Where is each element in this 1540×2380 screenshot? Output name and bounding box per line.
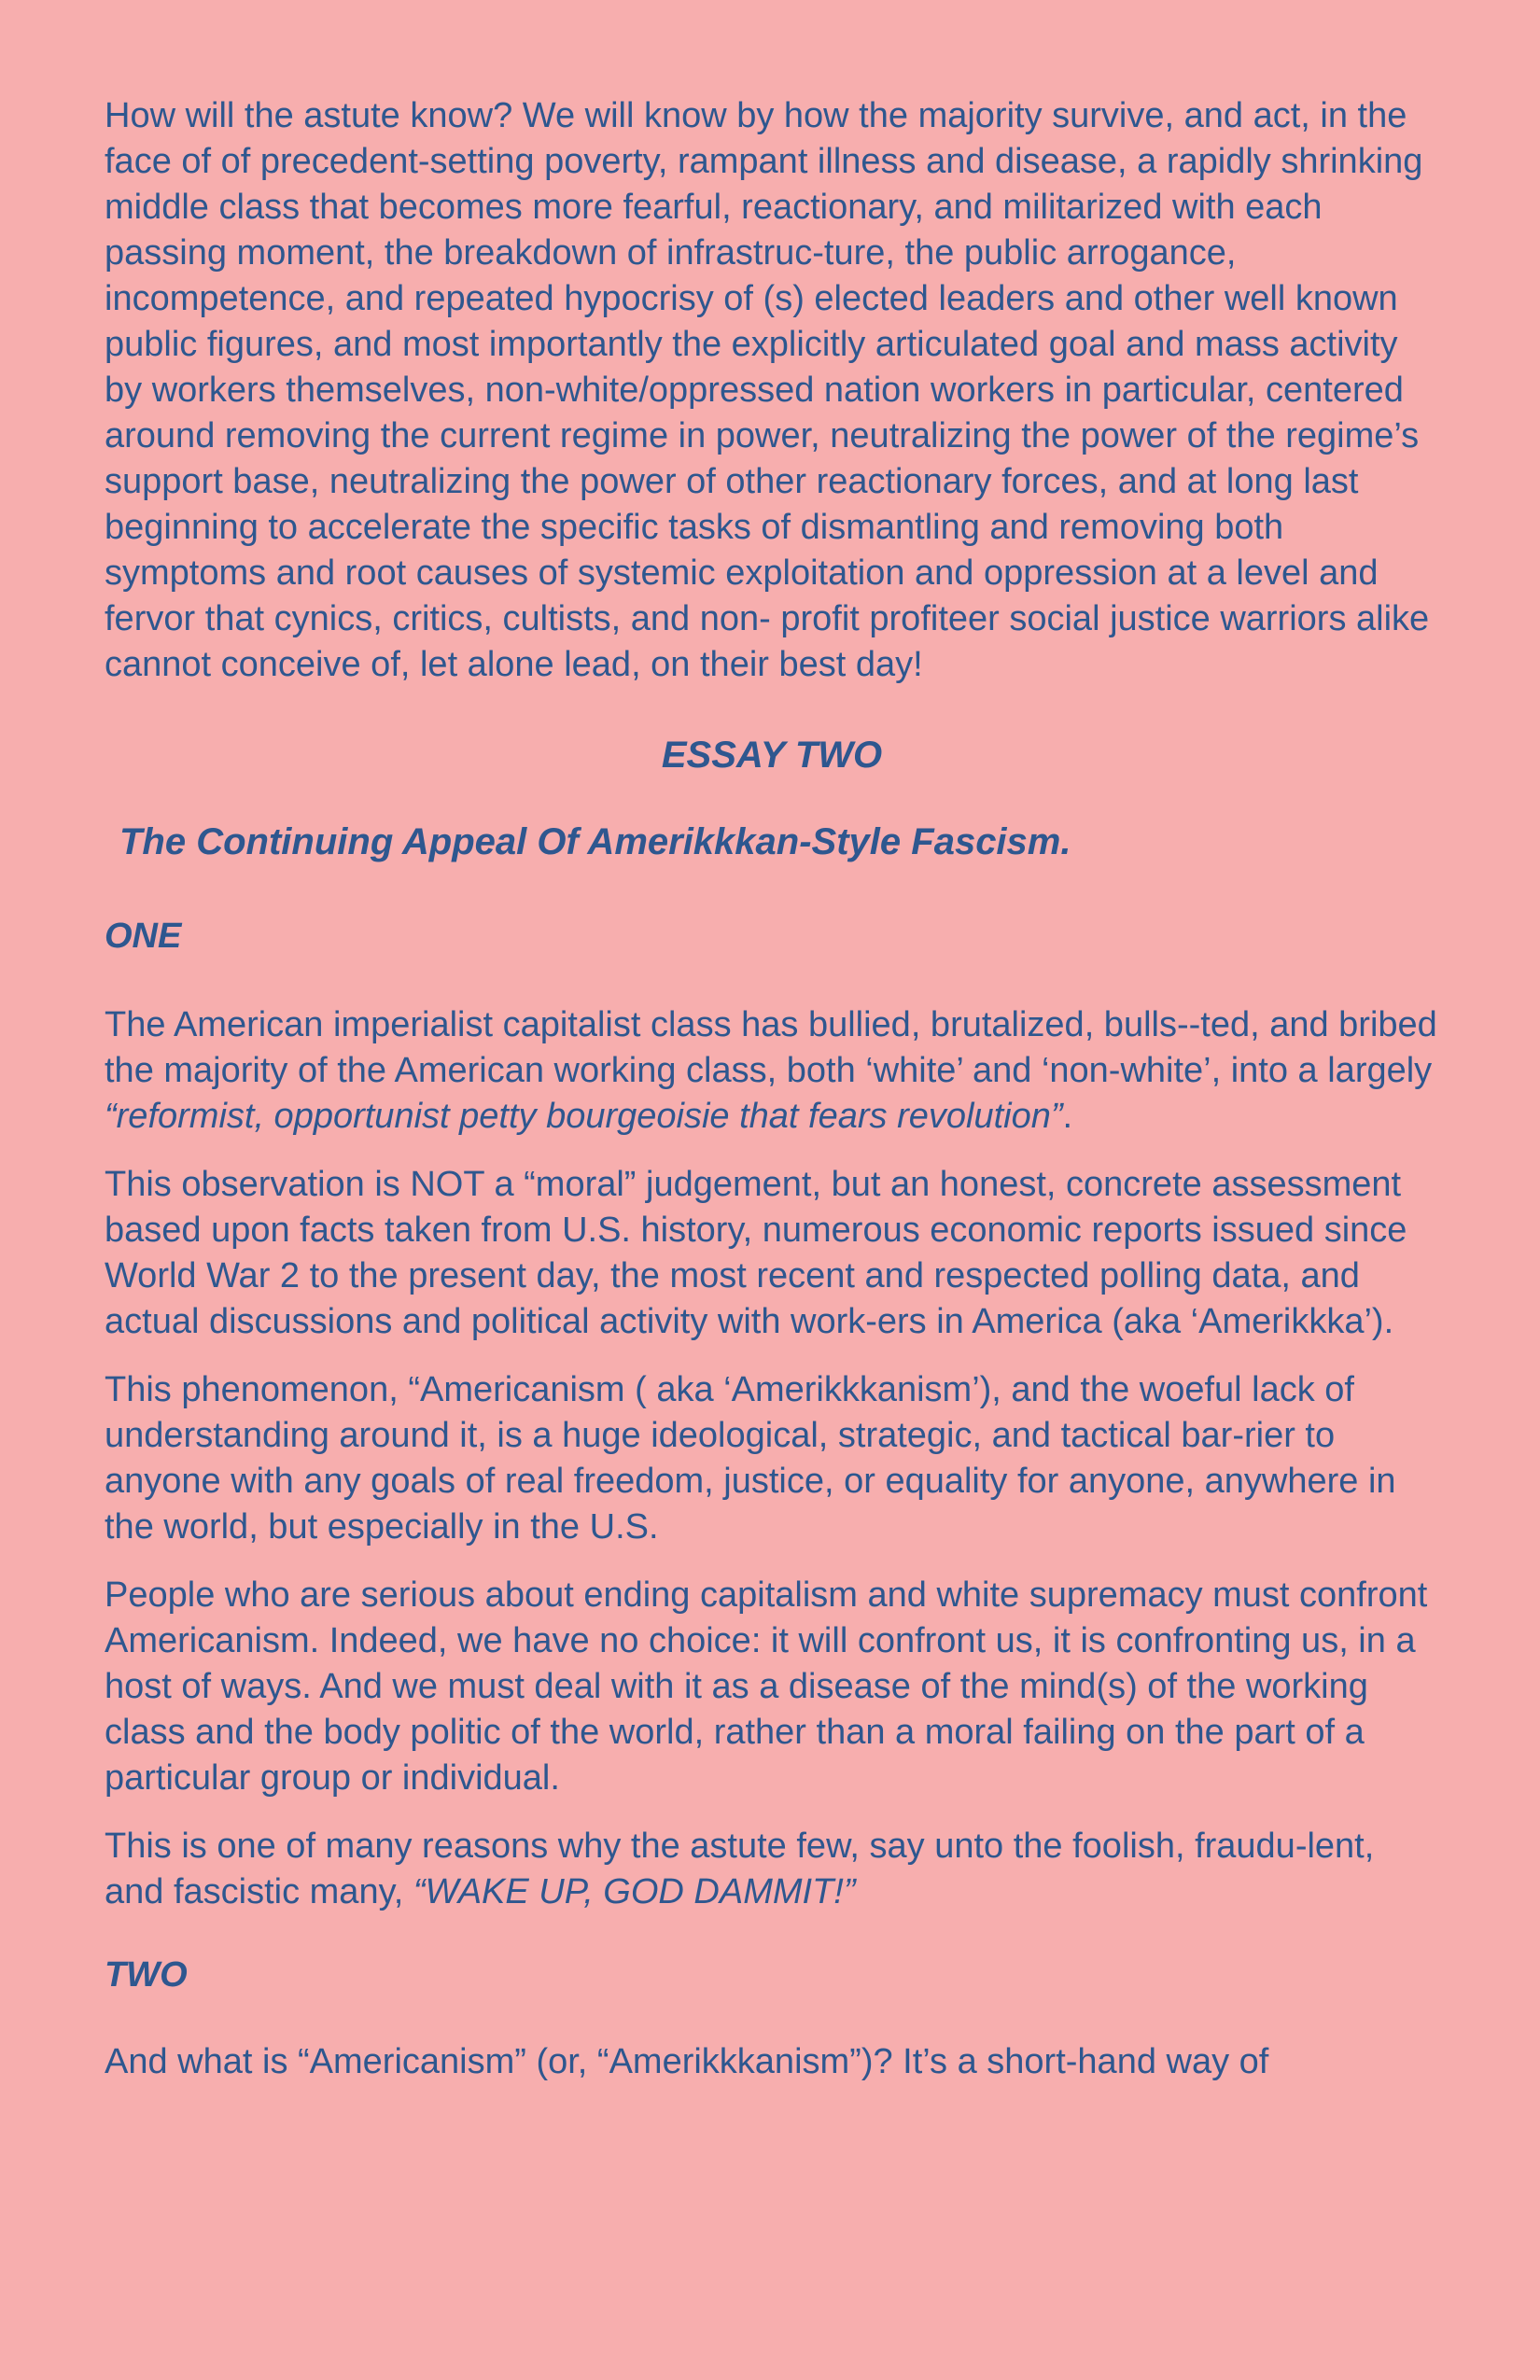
section-two-paragraph-1: And what is “Americanism” (or, “Amerikkkanism”)? It’s a short-hand way of bbox=[105, 2042, 1269, 2081]
section-two-heading: TWO bbox=[105, 1955, 188, 1995]
section-one-paragraph-4: People who are serious about ending capitalism and white supremacy must confront Americanism. Indeed, we have no choice: it will confront us, it is confronting us, in a host of ways. And we must deal with it as a disease of the mind(s) of the working class and the body politic of the world, rather than a moral failing on the part of a particular group or individual. bbox=[105, 1575, 1428, 1798]
essay-title: ESSAY TWO bbox=[661, 735, 883, 776]
document-page bbox=[105, 93, 1439, 2107]
italic-quote: “WAKE UP, GOD DAMMIT!” bbox=[413, 1872, 856, 1911]
section-one-paragraph-3: This phenomenon, “Americanism ( aka ‘Amerikkkanism’), and the woeful lack of understanding around it, is a huge ideological, strategic, and tactical bar-rier to anyone with any goals of real freedom, justice, or equality for anyone, anywhere in the world, but especially in the U.S. bbox=[105, 1370, 1396, 1547]
section-one-paragraph-5 bbox=[105, 1824, 1439, 1915]
section-one-paragraph-1 bbox=[105, 1002, 1439, 1140]
section-one-paragraph-2: This observation is NOT a “moral” judgement, but an honest, concrete assessment based upon facts taken from U.S. history, numerous economic reports issued since World War 2 to the present day, the most recent and respected polling data, and actual discussions and political activity with work-ers in America (aka ‘Amerikkka’). bbox=[105, 1165, 1407, 1341]
paragraph-text: This is one of many reasons why the astute few, say unto the foolish, fraudu-lent, and fascistic many, bbox=[105, 1827, 1375, 1911]
paragraph-text: The American imperialist capitalist class has bullied, brutalized, bulls--ted, and bribed the majority of the American working class, both ‘white’ and ‘non-white’, into a largely bbox=[105, 1005, 1437, 1090]
section-two bbox=[105, 1953, 1439, 2085]
section-one-heading: ONE bbox=[105, 917, 182, 956]
italic-quote: “reformist, opportunist petty bourgeoisie that fears revolution” bbox=[105, 1097, 1063, 1136]
section-one bbox=[105, 914, 1439, 1915]
intro-paragraph: How will the astute know? We will know by how the majority survive, and act, in the face of of precedent-setting poverty, rampant illness and disease, a rapidly shrinking middle class that becomes more fearful, reactionary, and militarized with each passing moment, the breakdown of infrastruc-ture, the public arrogance, incompetence, and repeated hypocrisy of (s) elected leaders and other well known public figures, and most importantly the explicitly articulated goal and mass activity by workers themselves, non-white/oppressed nation workers in particular, centered around removing the current regime in power, neutralizing the power of the regime’s support base, neutralizing the power of other reactionary forces, and at long last beginning to accelerate the specific tasks of dismantling and removing both symptoms and root causes of systemic exploitation and oppression at a level and fervor that cynics, critics, cultists, and non- profit profiteer social justice warriors alike cannot conceive of, let alone lead, on their best day! bbox=[105, 96, 1430, 684]
paragraph-text-end: . bbox=[1062, 1097, 1073, 1136]
essay-subtitle: The Continuing Appeal Of Amerikkkan-Style Fascism. bbox=[119, 821, 1071, 862]
